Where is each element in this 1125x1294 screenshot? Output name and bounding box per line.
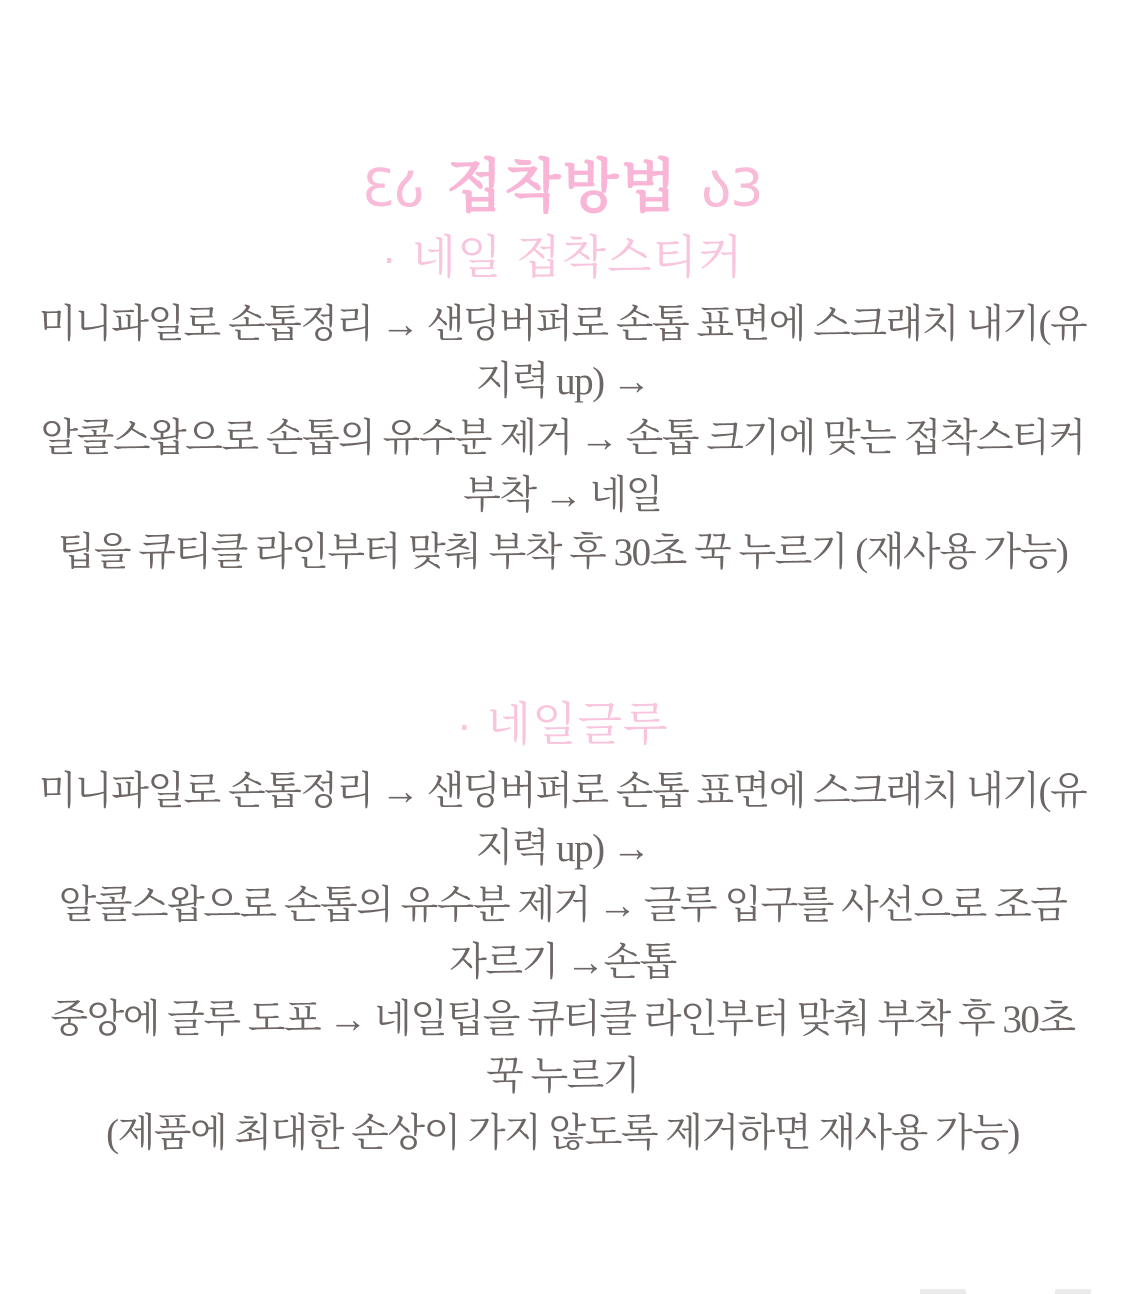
instructions-nail-sticker [0, 296, 1125, 581]
swirl-loop-glyph: ა [700, 151, 731, 222]
instruction-line: 중앙에 글루 도포 → 네일팁을 큐티클 라인부터 맞춰 부착 후 30초 [50, 998, 1075, 1041]
section-title-row [0, 0, 1125, 228]
page-title: 접착방법 [446, 154, 679, 219]
instructions-nail-glue [0, 763, 1125, 1162]
cropped-content-hint [920, 1289, 966, 1294]
instruction-line: 지력 up) → [475, 360, 650, 403]
instruction-line: (제품에 최대한 손상이 가지 않도록 제거하면 재사용 가능) [106, 1112, 1019, 1155]
instruction-line: 미니파일로 손톱정리 → 샌딩버퍼로 손톱 표면에 스크래치 내기(유 [38, 303, 1087, 346]
instruction-line: 꾹 누르기 [486, 1055, 639, 1098]
swirl-open-glyph: Ɛ [362, 159, 395, 220]
swirl-right-icon [700, 151, 763, 222]
instruction-line: 알콜스왑으로 손톱의 유수분 제거 → 손톱 크기에 맞는 접착스티커 [40, 417, 1085, 460]
instruction-line: 지력 up) → [475, 827, 650, 870]
cropped-content-hint [1055, 1289, 1091, 1294]
instruction-line: 팁을 큐티클 라인부터 맞춰 부착 후 30초 꾹 누르기 (재사용 가능) [57, 531, 1068, 574]
subtitle-nail-glue: · 네일글루 [456, 698, 669, 750]
instruction-line: 자르기 →손톱 [449, 941, 676, 984]
instruction-line: 부착 → 네일 [463, 474, 662, 517]
swirl-loop-glyph: ა [394, 151, 425, 222]
swirl-left-icon [362, 151, 425, 222]
swirl-open-glyph: Ɛ [730, 159, 763, 220]
instruction-line: 알콜스왑으로 손톱의 유수분 제거 → 글루 입구를 사선으로 조금 [58, 884, 1067, 927]
subtitle-nail-sticker: · 네일 접착스티커 [381, 231, 744, 283]
instruction-line: 미니파일로 손톱정리 → 샌딩버퍼로 손톱 표면에 스크래치 내기(유 [38, 770, 1087, 813]
